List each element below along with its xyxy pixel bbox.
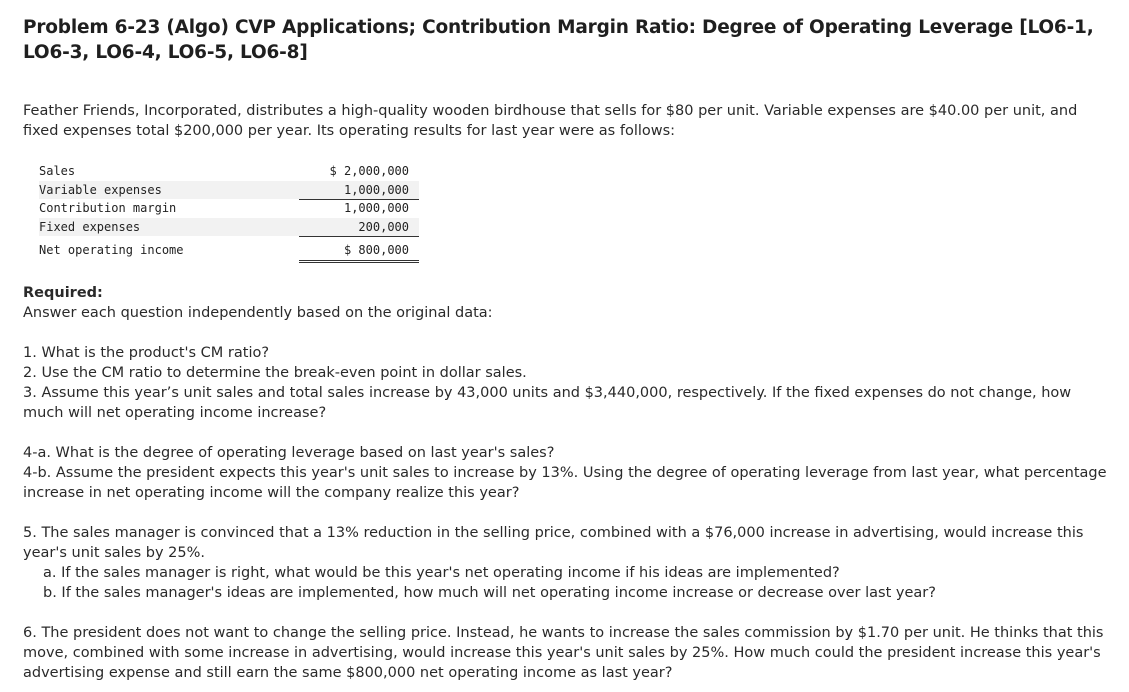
row-label: Sales [39, 164, 76, 178]
required-heading: Required: [23, 285, 103, 301]
question-6: 6. The president does not want to change the selling price. Instead, he wants to increase the sales commission by $1.70 per unit. He thinks that this move, combined with some increase in advertising, would increase this year's unit sales by 25%. How much could the president increase this year's advertising expense and still earn the same $800,000 net operating income as last year? [23, 625, 1104, 681]
problem-title: Problem 6-23 (Algo) CVP Applications; Contribution Margin Ratio: Degree of Operating Leverage [LO6-1, LO6-3, LO6-4, LO6-5, LO6-8] [23, 17, 1094, 63]
row-amount: 1,000,000 [343, 201, 409, 215]
required-subheading: Answer each question independently based on the original data: [23, 305, 493, 321]
question-5b: b. If the sales manager's ideas are implemented, how much will net operating income increase or decrease over last year? [43, 585, 936, 601]
row-sales [39, 162, 419, 181]
row-contribution-margin [39, 199, 419, 218]
row-amount: $ 800,000 [299, 241, 419, 263]
problem-intro: Feather Friends, Incorporated, distributes a high-quality wooden birdhouse that sells for $80 per unit. Variable expenses are $40.00 per unit, and fixed expenses total $200,000 per year. Its operating results for last year were as follows: [23, 103, 1078, 139]
question-4b: 4-b. Assume the president expects this year's unit sales to increase by 13%. Using the degree of operating leverage from last year, what percentage increase in net operating income will the company realize this year? [23, 465, 1107, 501]
row-label: Contribution margin [39, 201, 177, 215]
spacer [23, 603, 1108, 623]
row-label: Variable expenses [39, 182, 162, 197]
row-amount: 200,000 [299, 218, 419, 238]
row-fixed-expenses [39, 218, 419, 237]
question-3: 3. Assume this year’s unit sales and total sales increase by 43,000 units and $3,440,000, respectively. If the fixed expenses do not change, how much will net operating income increase? [23, 385, 1072, 421]
row-label: Fixed expenses [39, 219, 141, 234]
question-2: 2. Use the CM ratio to determine the break-even point in dollar sales. [23, 365, 527, 381]
question-5: 5. The sales manager is convinced that a 13% reduction in the selling price, combined with a $76,000 increase in advertising, would increase this year's unit sales by 25%. [23, 525, 1084, 561]
spacer [23, 503, 1108, 523]
spacer [23, 423, 1108, 443]
question-4a: 4-a. What is the degree of operating leverage based on last year's sales? [23, 445, 555, 461]
question-5a: a. If the sales manager is right, what would be this year's net operating income if his ideas are implemented? [43, 565, 840, 581]
row-amount: 1,000,000 [299, 181, 419, 201]
row-variable-expenses [39, 181, 419, 200]
income-statement-table [39, 162, 419, 260]
question-1: 1. What is the product's CM ratio? [23, 345, 270, 361]
questions-list [23, 343, 1108, 683]
row-amount: $ 2,000,000 [329, 164, 409, 178]
row-label: Net operating income [39, 243, 184, 257]
row-net-operating-income [39, 241, 419, 260]
